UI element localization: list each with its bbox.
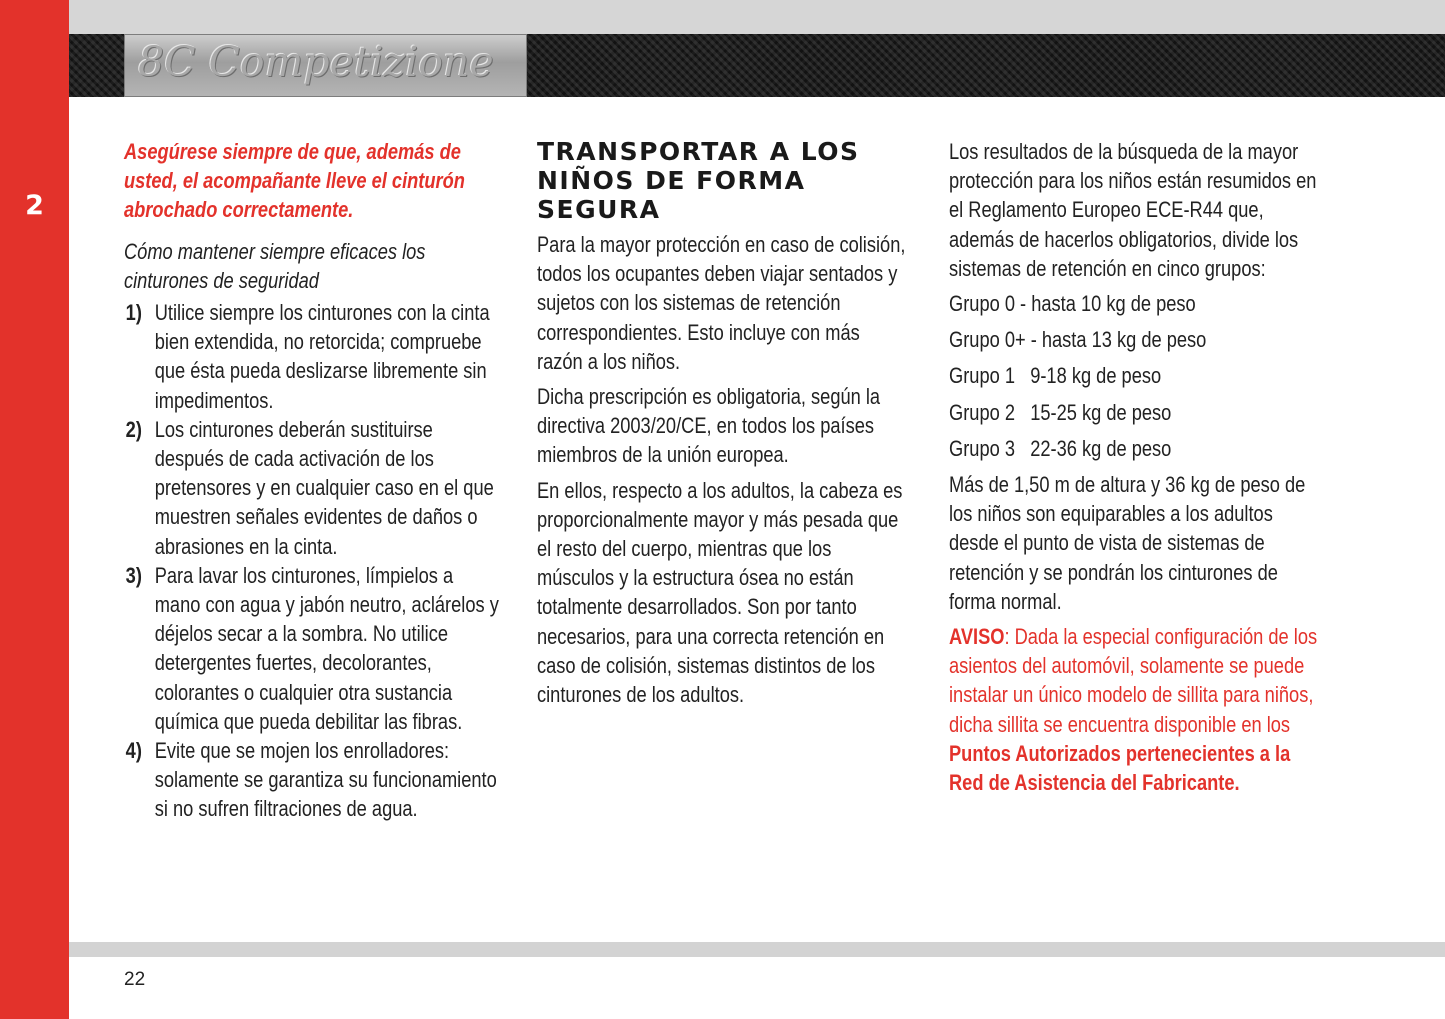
list-item	[124, 298, 502, 415]
column-1	[124, 137, 504, 824]
logo-text: 8C Competizione	[138, 38, 494, 86]
maintenance-list	[124, 298, 502, 824]
seatbelt-warning: Asegúrese siempre de que, además de usted, el acompañante lleve el cinturón abrochado correctamente.	[124, 139, 465, 223]
group-item: Grupo 3 22-36 kg de peso	[949, 435, 1172, 461]
paragraph-intro: Los resultados de la búsqueda de la mayor protección para los niños están resumidos en el Reglamento Europeo ECE-R44 que, además de hacerlos obligatorios, divide los sistemas de retención en cinco grupos:	[949, 139, 1317, 281]
chapter-number: 2	[25, 190, 44, 221]
paragraph: Dicha prescripción es obligatoria, según la directiva 2003/20/CE, en todos los países miembros de la unión europea.	[537, 384, 881, 468]
section-heading: TRANSPORTAR A LOS NIÑOS DE FORMA SEGURA	[537, 137, 860, 224]
list-item	[124, 561, 502, 736]
brand-logo	[124, 34, 527, 97]
page-number: 22	[124, 969, 146, 990]
column-2	[537, 137, 907, 715]
group-item: Grupo 2 15-25 kg de peso	[949, 399, 1172, 425]
list-text: Evite que se mojen los enrolladores: solamente se garantiza su funcionamiento si no sufren filtraciones de agua.	[154, 738, 497, 822]
paragraph: Más de 1,50 m de altura y 36 kg de peso de los niños son equiparables a los adultos desde el punto de vista de sistemas de retención y se pondrán los cinturones de forma normal.	[949, 472, 1306, 614]
paragraph: Para la mayor protección en caso de colisión, todos los ocupantes deben viajar sentados y sujetos con los sistemas de retención correspondientes. Esto incluye con más razón a los niños.	[537, 232, 906, 374]
notice-bold: Puntos Autorizados pertenecientes a la Red de Asistencia del Fabricante.	[949, 740, 1291, 796]
list-number: 3)	[125, 562, 142, 588]
list-number: 1)	[125, 300, 142, 326]
group-item: Grupo 0+ - hasta 13 kg de peso	[949, 327, 1207, 353]
list-number: 2)	[125, 416, 142, 442]
notice	[949, 622, 1318, 797]
list-text: Para lavar los cinturones, límpielos a mano con agua y jabón neutro, aclárelos y déjelos secar a la sombra. No utilice detergentes fuertes, decolorantes, colorantes o cualquier otra sustancia química que pueda debilitar las fibras.	[154, 562, 499, 734]
list-text: Los cinturones deberán sustituirse después de cada activación de los pretensores y en cualquier caso en el que muestren señales evidentes de daños o abrasiones en la cinta.	[154, 416, 494, 559]
chapter-side-bar	[0, 0, 69, 1019]
list-text: Utilice siempre los cinturones con la cinta bien extendida, no retorcida; compruebe que ésta pueda deslizarse libremente sin impedimentos.	[154, 300, 490, 413]
list-item	[124, 736, 502, 824]
group-item: Grupo 0 - hasta 10 kg de peso	[949, 291, 1196, 317]
column-3	[949, 137, 1319, 803]
notice-text: : Dada la especial configuración de los asientos del automóvil, solamente se puede instalar un único modelo de sillita para niños, dicha sillita se encuentra disponible en los	[949, 624, 1318, 737]
notice-label: AVISO	[949, 624, 1005, 650]
list-item	[124, 415, 502, 561]
section-subheading: Cómo mantener siempre eficaces los cinturones de seguridad	[124, 238, 426, 293]
list-number: 4)	[125, 738, 142, 764]
group-item: Grupo 1 9-18 kg de peso	[949, 363, 1162, 389]
bottom-band	[69, 942, 1445, 957]
paragraph: En ellos, respecto a los adultos, la cabeza es proporcionalmente mayor y más pesada que el resto del cuerpo, mientras que los músculos y la estructura ósea no están totalmente desarrollados. Son por tanto necesarios, para una correcta retención en caso de colisión, sistemas distintos de los cinturones de los adultos.	[537, 477, 903, 708]
top-band	[69, 0, 1445, 34]
